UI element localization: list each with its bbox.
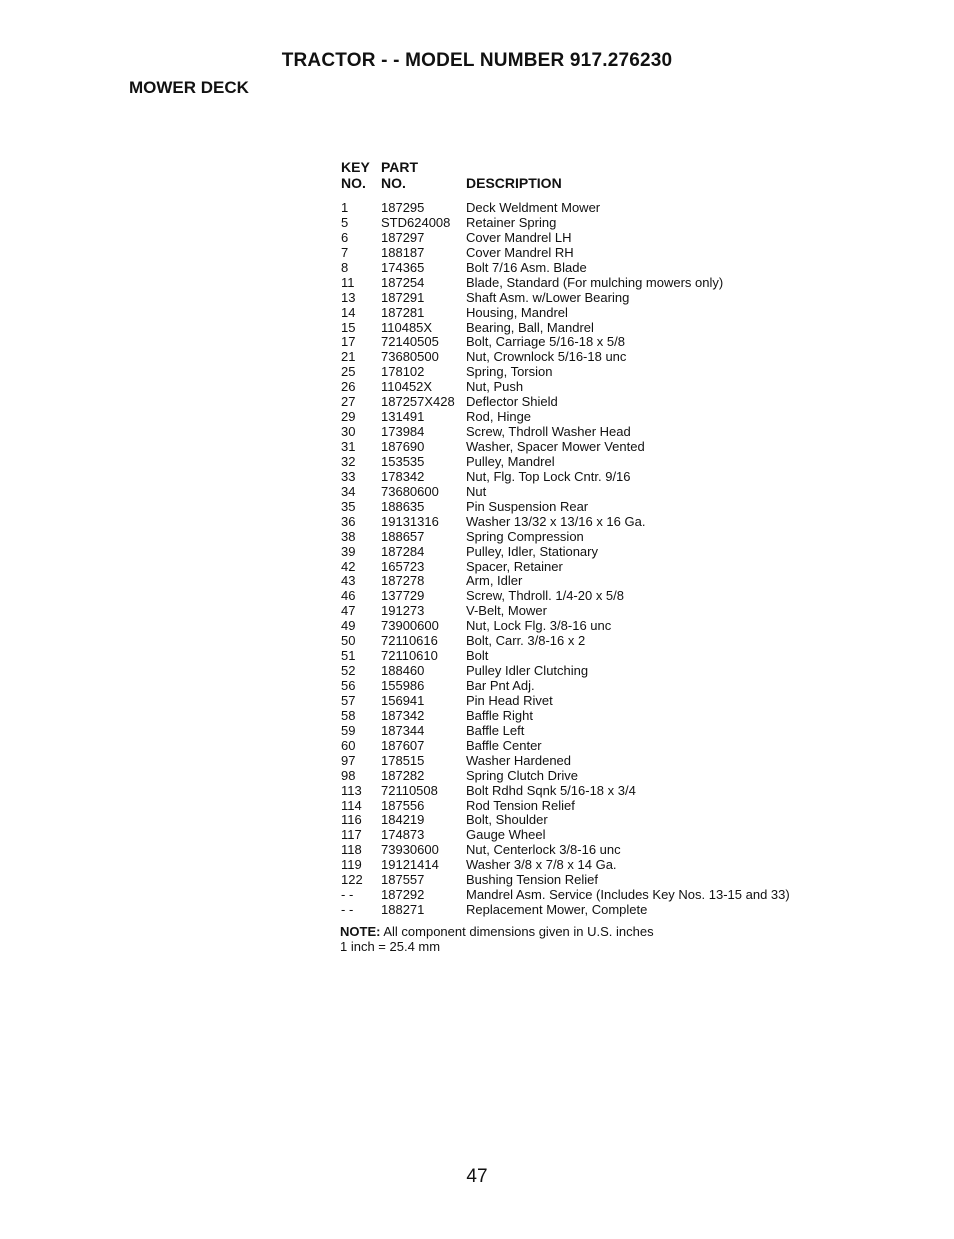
description-cell: Washer Hardened [466,752,572,768]
table-row [340,469,900,484]
description-cell: Cover Mandrel LH [466,229,572,245]
part-no-cell: 188635 [381,498,425,514]
description-cell: Bolt [466,648,489,664]
description-cell: Nut [466,483,487,499]
description-cell: Bar Pnt Adj. [466,678,535,693]
table-row [340,738,900,753]
part-no-cell: 19121414 [381,857,439,873]
key-no-cell: 36 [341,513,356,529]
table-row [340,798,900,813]
parts-list [340,159,900,954]
part-no-cell: 72110616 [381,633,438,649]
description-cell: Deck Weldment Mower [466,200,601,215]
note-text: All component dimensions given in U.S. inches [380,924,654,939]
table-row [340,499,900,514]
description-cell: Screw, Thdroll. 1/4-20 x 5/8 [466,588,625,604]
table-row [340,320,900,335]
part-no-cell: 73900600 [381,618,439,634]
table-row [340,768,900,783]
description-cell: Baffle Center [466,737,542,753]
table-row [340,484,900,499]
description-cell: Screw, Thdroll Washer Head [466,424,631,440]
table-row [340,230,900,245]
part-no-cell: 187282 [381,767,425,783]
description-cell: Washer 13/32 x 13/16 x 16 Ga. [466,513,646,529]
key-no-cell: 118 [341,842,362,858]
part-no-cell: 174365 [381,259,425,275]
table-row [340,872,900,887]
description-cell: Nut, Crownlock 5/16-18 unc [466,349,627,365]
page-title: TRACTOR - - MODEL NUMBER 917.276230 [281,50,673,71]
key-no-cell: 117 [341,827,362,843]
key-no-cell: 122 [341,872,363,888]
description-cell: Retainer Spring [466,214,557,230]
key-no-cell: 26 [341,379,356,395]
part-no-cell: 188460 [381,663,425,679]
key-no-cell: 39 [341,543,356,559]
description-cell: Pin Suspension Rear [466,498,589,514]
description-cell: Bolt, Carr. 3/8-16 x 2 [466,633,586,649]
table-row [340,424,900,439]
table-row [340,454,900,469]
table-row [340,887,900,902]
key-no-cell: 46 [341,588,356,604]
table-row [340,708,900,723]
description-cell: Rod, Hinge [466,409,532,425]
description-cell: Spring Compression [466,528,584,544]
key-no-cell: 42 [341,558,356,574]
key-no-cell: 15 [341,319,356,335]
part-no-cell: 153535 [381,453,425,469]
part-no-cell: 178515 [381,752,425,768]
key-no-cell: 34 [341,483,356,499]
key-no-cell: - - [341,902,354,918]
table-row [340,633,900,648]
part-no-cell: 187344 [381,722,425,738]
key-no-cell: 114 [341,797,362,813]
key-no-cell: 52 [341,663,356,679]
key-no-cell: 56 [341,678,356,693]
key-no-cell: 60 [341,737,356,753]
table-row [340,544,900,559]
part-no-cell: 187557 [381,872,425,888]
table-row [340,588,900,603]
description-cell: Bearing, Ball, Mandrel [466,319,594,335]
part-no-cell: 188657 [381,528,425,544]
note-line [340,924,900,939]
part-no-cell: STD624008 [381,214,451,230]
section-heading: MOWER DECK [129,78,249,97]
description-cell: Bushing Tension Relief [466,872,599,888]
part-no-cell: 187278 [381,573,425,589]
part-no-cell: 174873 [381,827,425,843]
part-no-cell: 188187 [381,244,425,260]
page-number: 47 [466,1166,488,1187]
key-no-cell: 43 [341,573,356,589]
key-no-cell: 21 [341,349,356,365]
part-no-cell: 72110610 [381,648,438,664]
key-no-cell: 47 [341,603,356,619]
key-no-cell: 49 [341,618,356,634]
key-no-cell: 116 [341,812,362,828]
key-no-cell: 1 [341,200,349,215]
key-no-cell: 7 [341,244,349,260]
table-row [340,439,900,454]
part-no-cell: 187690 [381,439,425,454]
table-row [340,275,900,290]
table-row [340,394,900,409]
description-cell: Bolt 7/16 Asm. Blade [466,259,587,275]
key-no-cell: 14 [341,304,356,320]
part-no-cell: 187291 [381,289,425,305]
part-no-cell: 73680500 [381,349,439,365]
description-cell: Pulley Idler Clutching [466,663,589,679]
table-row [340,603,900,618]
part-no-cell: 178342 [381,468,425,484]
part-no-cell: 19131316 [381,513,439,529]
part-no-cell: 184219 [381,812,425,828]
table-row [340,409,900,424]
part-no-cell: 110485X [381,319,433,335]
description-cell: Gauge Wheel [466,827,546,843]
table-row [340,260,900,275]
part-no-cell: 187297 [381,229,425,245]
description-cell: Nut, Centerlock 3/8-16 unc [466,842,621,858]
key-no-cell: 57 [341,692,356,708]
table-row [340,379,900,394]
part-no-cell: 191273 [381,603,425,619]
table-row [340,215,900,230]
description-cell: Spring, Torsion [466,364,553,380]
parts-table-header [340,159,900,193]
description-cell: Bolt, Carriage 5/16-18 x 5/8 [466,334,625,350]
key-no-header: KEY NO. [341,159,370,191]
table-row [340,529,900,544]
part-no-cell: 187281 [381,304,425,320]
part-no-cell: 156941 [381,692,425,708]
key-no-cell: 113 [341,782,362,798]
key-no-cell: 97 [341,752,356,768]
table-row [340,723,900,738]
part-no-cell: 72110508 [381,782,438,798]
table-row [340,618,900,633]
part-no-cell: 173984 [381,424,425,440]
note-label: NOTE: [340,924,381,939]
table-row [340,349,900,364]
key-no-cell: 8 [341,259,349,275]
description-cell: Nut, Push [466,379,524,395]
description-cell: Spring Clutch Drive [466,767,578,783]
part-no-cell: 188271 [381,902,425,918]
unit-conversion: 1 inch = 25.4 mm [340,939,441,954]
description-cell: Bolt, Shoulder [466,812,548,828]
description-cell: Nut, Lock Flg. 3/8-16 unc [466,618,612,634]
table-row [340,364,900,379]
description-cell: Rod Tension Relief [466,797,575,813]
key-no-cell: 59 [341,722,356,738]
key-no-cell: 58 [341,707,356,723]
description-cell: Bolt Rdhd Sqnk 5/16-18 x 3/4 [466,782,636,798]
part-no-cell: 187292 [381,887,425,903]
table-row [340,305,900,320]
table-row [340,290,900,305]
table-row [340,902,900,917]
part-no-cell: 187284 [381,543,425,559]
key-no-cell: 98 [341,767,356,783]
description-cell: Pulley, Idler, Stationary [466,543,598,559]
table-row [340,783,900,798]
description-header: DESCRIPTION [466,175,562,191]
table-row [340,693,900,708]
part-no-header: PART NO. [381,159,419,191]
table-row [340,573,900,588]
key-no-cell: 50 [341,633,356,649]
key-no-cell: 33 [341,468,356,484]
table-row [340,648,900,663]
part-no-cell: 73680600 [381,483,439,499]
part-no-cell: 165723 [381,558,425,574]
part-no-cell: 187607 [381,737,425,753]
description-cell: Spacer, Retainer [466,558,563,574]
key-no-cell: 119 [341,857,362,873]
key-no-cell: 25 [341,364,356,380]
part-no-cell: 131491 [381,409,425,425]
key-no-cell: 51 [341,648,356,664]
description-cell: V-Belt, Mower [466,603,547,619]
description-cell: Replacement Mower, Complete [466,902,648,918]
table-row [340,559,900,574]
table-row [340,334,900,349]
part-no-cell: 187342 [381,707,425,723]
description-cell: Washer 3/8 x 7/8 x 14 Ga. [466,857,617,873]
part-no-cell: 187257X428 [381,394,455,410]
part-no-cell: 137729 [381,588,425,604]
part-no-cell: 72140505 [381,334,439,350]
key-no-cell: 35 [341,498,356,514]
key-no-cell: 32 [341,453,356,469]
description-cell: Baffle Right [466,707,533,723]
key-no-cell: 17 [341,334,356,350]
note [340,924,900,954]
description-cell: Mandrel Asm. Service (Includes Key Nos. 13-15 and 33) [466,887,790,903]
part-no-cell: 187254 [381,274,425,290]
table-row [340,827,900,842]
part-no-cell: 110452X [381,379,433,395]
key-no-cell: 30 [341,424,356,440]
key-no-cell: 38 [341,528,356,544]
description-cell: Pin Head Rivet [466,692,553,708]
description-cell: Nut, Flg. Top Lock Cntr. 9/16 [466,468,631,484]
part-no-cell: 155986 [381,678,425,693]
description-cell: Arm, Idler [466,573,523,589]
table-row [340,753,900,768]
table-row [340,663,900,678]
part-no-cell: 187556 [381,797,425,813]
table-row [340,200,900,215]
table-row [340,678,900,693]
key-no-cell: 5 [341,214,349,230]
description-cell: Cover Mandrel RH [466,244,574,260]
description-cell: Pulley, Mandrel [466,453,555,469]
key-no-cell: 11 [341,274,355,290]
table-row [340,812,900,827]
key-no-cell: 31 [341,439,356,454]
description-cell: Shaft Asm. w/Lower Bearing [466,289,630,305]
key-no-cell: - - [341,887,354,903]
parts-table-body [340,200,900,917]
description-cell: Baffle Left [466,722,525,738]
description-cell: Housing, Mandrel [466,304,568,320]
key-no-cell: 6 [341,229,349,245]
table-row [340,514,900,529]
part-no-cell: 187295 [381,200,425,215]
part-no-cell: 73930600 [381,842,439,858]
key-no-cell: 27 [341,394,356,410]
table-row [340,842,900,857]
part-no-cell: 178102 [381,364,425,380]
key-no-cell: 13 [341,289,356,305]
description-cell: Deflector Shield [466,394,558,410]
table-row [340,857,900,872]
description-cell: Blade, Standard (For mulching mowers only) [466,274,724,290]
table-row [340,245,900,260]
description-cell: Washer, Spacer Mower Vented [466,439,645,454]
key-no-cell: 29 [341,409,356,425]
